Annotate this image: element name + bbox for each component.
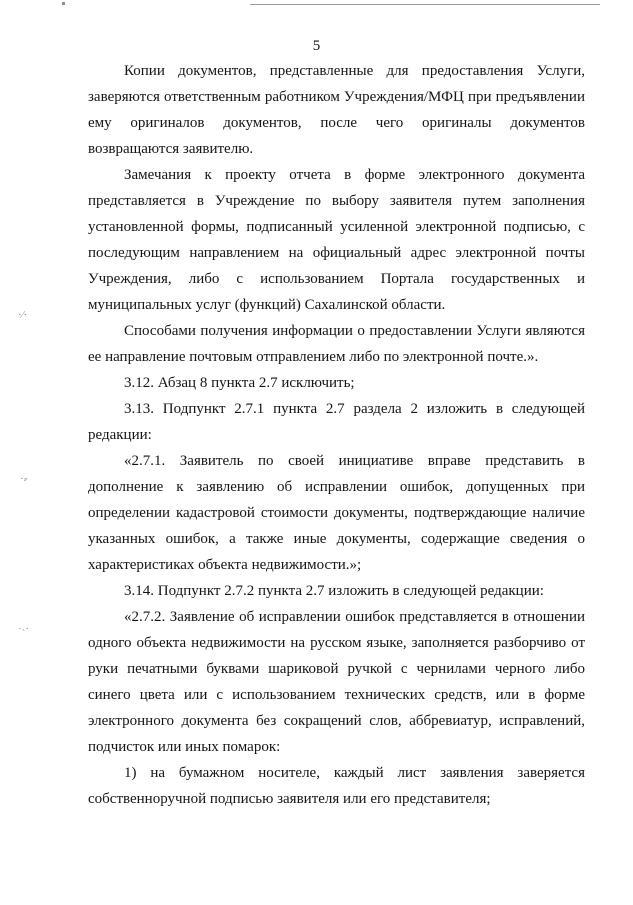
scan-artifact-mark: ·˴· [18,623,29,635]
scan-artifact-mark: ·⁄· [18,309,28,321]
paragraph-paper-carrier: 1) на бумажном носителе, каждый лист заявления заверяется собственноручной подписью заявителя или его представителя; [88,765,585,808]
paragraph-3-14: 3.14. Подпункт 2.7.2 пункта 2.7 изложить в следующей редакции: [124,583,544,599]
paragraph-remarks: Замечания к проекту отчета в форме электронного документа представляется в Учреждение по выбору заявителя путем заполнения установленной формы, подписанный усиленной электронной подписью, с последующим направлением на официальный адрес электронной почты Учреждения, либо с использованием Портала государственных и муниципальных услуг (функций) Сахалинской области. [88,167,585,314]
page-number: 5 [312,38,321,54]
scan-artifact-mark: ·⸗ [20,473,28,485]
scan-edge-line [250,4,600,5]
paragraph-copies: Копии документов, представленные для предоставления Услуги, заверяются ответственным работником Учреждения/МФЦ при предъявлении ему оригиналов документов, после чего оригиналы документов возвращаются заявителю. [88,63,585,158]
paragraph-3-12: 3.12. Абзац 8 пункта 2.7 исключить; [124,375,355,391]
paragraph-3-13: 3.13. Подпункт 2.7.1 пункта 2.7 раздела 2 изложить в следующей редакции: [88,401,585,444]
paragraph-2-7-2: «2.7.2. Заявление об исправлении ошибок представляется в отношении одного объекта недвижимости на русском языке, заполняется разборчиво от руки печатными буквами шариковой ручкой с чернилами черного либо синего цвета или с использованием технических средств, или в форме электронного документа без сокращений слов, аббревиатур, исправлений, подчисток или иных помарок: [88,609,585,756]
paragraph-2-7-1: «2.7.1. Заявитель по своей инициативе вправе представить в дополнение к заявлению об исправлении ошибок, допущенных при определении кадастровой стоимости документы, подтверждающие наличие указанных ошибок, а также иные документы, содержащие сведения о характеристиках объекта недвижимости.»; [88,453,585,574]
scan-speck [62,2,65,5]
paragraph-info-methods: Способами получения информации о предоставлении Услуги являются ее направление почтовым отправлением либо по электронной почте.». [88,323,585,366]
